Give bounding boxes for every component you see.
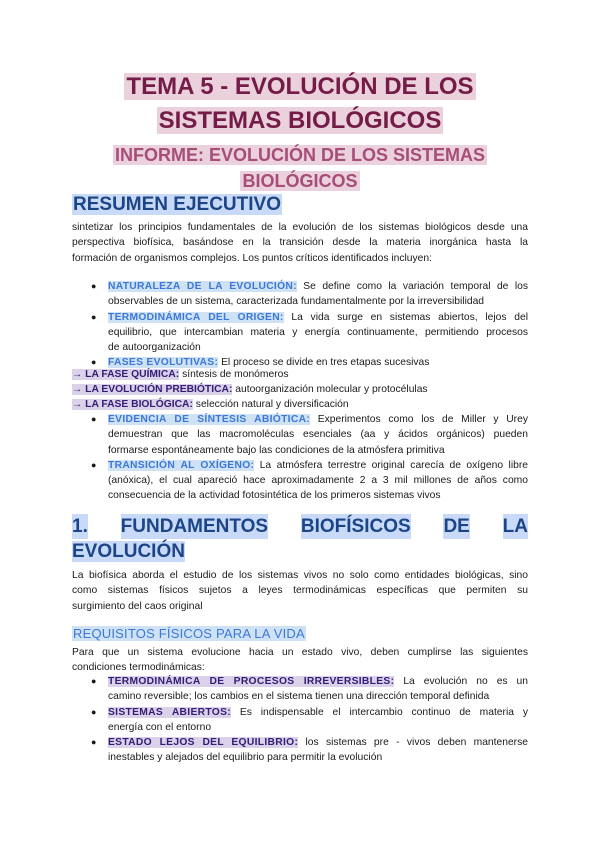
phase-text: síntesis de monómeros: [182, 369, 289, 380]
phase-item: [72, 382, 428, 397]
resumen-intro-line: perspectiva biofísica, basándose en la transición desde la materia inorgánica hasta la: [72, 237, 528, 249]
bullet-text-line: energía con el entorno: [108, 721, 212, 733]
bullet-text-line: demuestran que las macromoléculas esenciales (aa y ácidos orgánicos) pueden: [108, 429, 528, 441]
phase-label: → LA FASE BIOLÓGICA:: [72, 399, 193, 410]
bullet-text: Es indispensable el intercambio continuo de materia y: [239, 706, 528, 718]
phase-text: autoorganización molecular y protocélulas: [235, 384, 428, 395]
requisitos-intro: [72, 645, 528, 676]
document-title-line-2: SISTEMAS BIOLÓGICOS: [158, 107, 442, 134]
bullet-label: ESTADO LEJOS DEL EQUILIBRIO:: [108, 737, 299, 749]
bullet-item: [91, 279, 528, 294]
resumen-intro: [72, 220, 528, 266]
phase-label: → LA EVOLUCIÓN PREBIÓTICA:: [72, 384, 233, 395]
requisitos-intro-line: condiciones termodinámicas:: [72, 662, 205, 674]
bullet-label: SISTEMAS ABIERTOS:: [108, 706, 231, 718]
bullet-label: NATURALEZA DE LA EVOLUCIÓN:: [108, 281, 297, 292]
section-1-heading-word: DE: [443, 516, 470, 537]
requisitos-bullet-list: [91, 674, 529, 766]
bullet-text-line: formarse espontáneamente bajo las condiciones de la atmósfera primitiva: [108, 444, 445, 456]
resumen-intro-line: sintetizar los principios fundamentales de la evolución de los sistemas biológicos desde una: [72, 222, 528, 233]
section-1-intro-line: surgimiento del caos original: [72, 600, 203, 612]
section-1-heading: [72, 514, 528, 564]
bullet-item: [91, 458, 528, 473]
resumen-heading: RESUMEN EJECUTIVO: [73, 194, 281, 215]
document-subtitle-line-1: INFORME: EVOLUCIÓN DE LOS SISTEMAS: [114, 145, 486, 165]
section-1-heading-word: 1.: [72, 516, 88, 537]
bullet-label: TERMODINÁMICA DE PROCESOS IRREVERSIBLES:: [108, 676, 395, 687]
bullet-text-line: inestables y alejados del equilibrio para permitir la evolución: [108, 752, 383, 764]
bullet-item: [91, 735, 528, 750]
phase-text: selección natural y diversificación: [195, 399, 349, 410]
resumen-bullet-list-a: [91, 279, 528, 371]
bullet-item: [91, 412, 528, 427]
resumen-bullet-list-b: [91, 412, 528, 504]
bullet-text-line: camino reversible; los cambios en el sistema tienen una dirección temporal definida: [108, 691, 490, 703]
section-1-intro-line: La biofísica aborda el estudio de los sistemas vivos no solo como entidades biológicas, sino: [72, 570, 528, 581]
arrow-right-icon: →: [72, 399, 83, 410]
bullet-dot-icon: ●: [91, 311, 97, 322]
bullet-dot-icon: ●: [91, 459, 97, 470]
bullet-label: EVIDENCIA DE SÍNTESIS ABIÓTICA:: [108, 414, 311, 425]
bullet-text: El proceso se divide en tres etapas sucesivas: [221, 357, 430, 369]
requisitos-intro-line: Para que un sistema evolucione hacia un estado vivo, deben cumplirse las siguientes: [72, 647, 528, 658]
section-1-heading-word: BIOFÍSICOS: [300, 516, 411, 537]
bullet-label: FASES EVOLUTIVAS:: [108, 357, 219, 369]
bullet-item: [91, 674, 529, 689]
bullet-item: [91, 705, 528, 720]
bullet-item: [91, 310, 528, 325]
bullet-text: La atmósfera terrestre original carecía de oxígeno libre: [259, 459, 528, 471]
bullet-dot-icon: ●: [91, 676, 97, 686]
bullet-text: los sistemas pre - vivos deben mantenerse: [305, 737, 528, 749]
phase-item: [72, 367, 289, 382]
bullet-text-line: de autoorganización: [108, 342, 201, 354]
document-title-line-1: TEMA 5 - EVOLUCIÓN DE LOS: [126, 73, 474, 100]
bullet-dot-icon: ●: [91, 414, 97, 424]
phase-label: → LA FASE QUÍMICA:: [72, 369, 180, 380]
arrow-right-icon: →: [72, 384, 83, 395]
bullet-dot-icon: ●: [91, 737, 97, 748]
bullet-dot-icon: ●: [91, 357, 97, 368]
bullet-text-line: equilibrio, que intercambian materia y energía continuamente, permitiendo procesos: [108, 326, 528, 338]
bullet-text-line: consecuencia de la actividad fotosintética de los primeros sistemas vivos: [108, 490, 441, 502]
arrow-right-icon: →: [72, 369, 83, 380]
bullet-text-line: (anóxica), el cual apareció hace aproximadamente 2 a 3 mil millones de años como: [108, 475, 528, 487]
section-1-heading-word: FUNDAMENTOS: [120, 516, 269, 537]
section-1-heading-word: LA: [502, 516, 528, 537]
section-1-intro-line: como sistemas físicos sujetos a leyes termodinámicas específicas que permiten su: [72, 585, 528, 597]
section-1-intro: [72, 568, 528, 614]
document-subtitle-line-2: BIOLÓGICOS: [242, 171, 358, 191]
bullet-label: TRANSICIÓN AL OXÍGENO:: [108, 459, 255, 471]
section-1-heading-line-2: EVOLUCIÓN: [72, 541, 185, 562]
bullet-text: La vida surge en sistemas abiertos, lejos del: [291, 311, 528, 323]
phase-item: [72, 397, 349, 412]
bullet-dot-icon: ●: [91, 706, 97, 717]
bullet-text: Se define como la variación temporal de los: [303, 281, 528, 292]
bullet-dot-icon: ●: [91, 281, 97, 291]
resumen-intro-line: formación de organismos complejos. Los puntos críticos identificados incluyen:: [72, 252, 432, 264]
bullet-text-line: observables de un sistema, caracterizada fundamentalmente por la irreversibilidad: [108, 296, 485, 308]
bullet-label: TERMODINÁMICA DEL ORIGEN:: [108, 311, 284, 323]
bullet-text: La evolución no es un: [403, 676, 529, 687]
requisitos-heading: REQUISITOS FÍSICOS PARA LA VIDA: [73, 626, 305, 641]
bullet-text: Experimentos como los de Miller y Urey: [317, 414, 528, 425]
